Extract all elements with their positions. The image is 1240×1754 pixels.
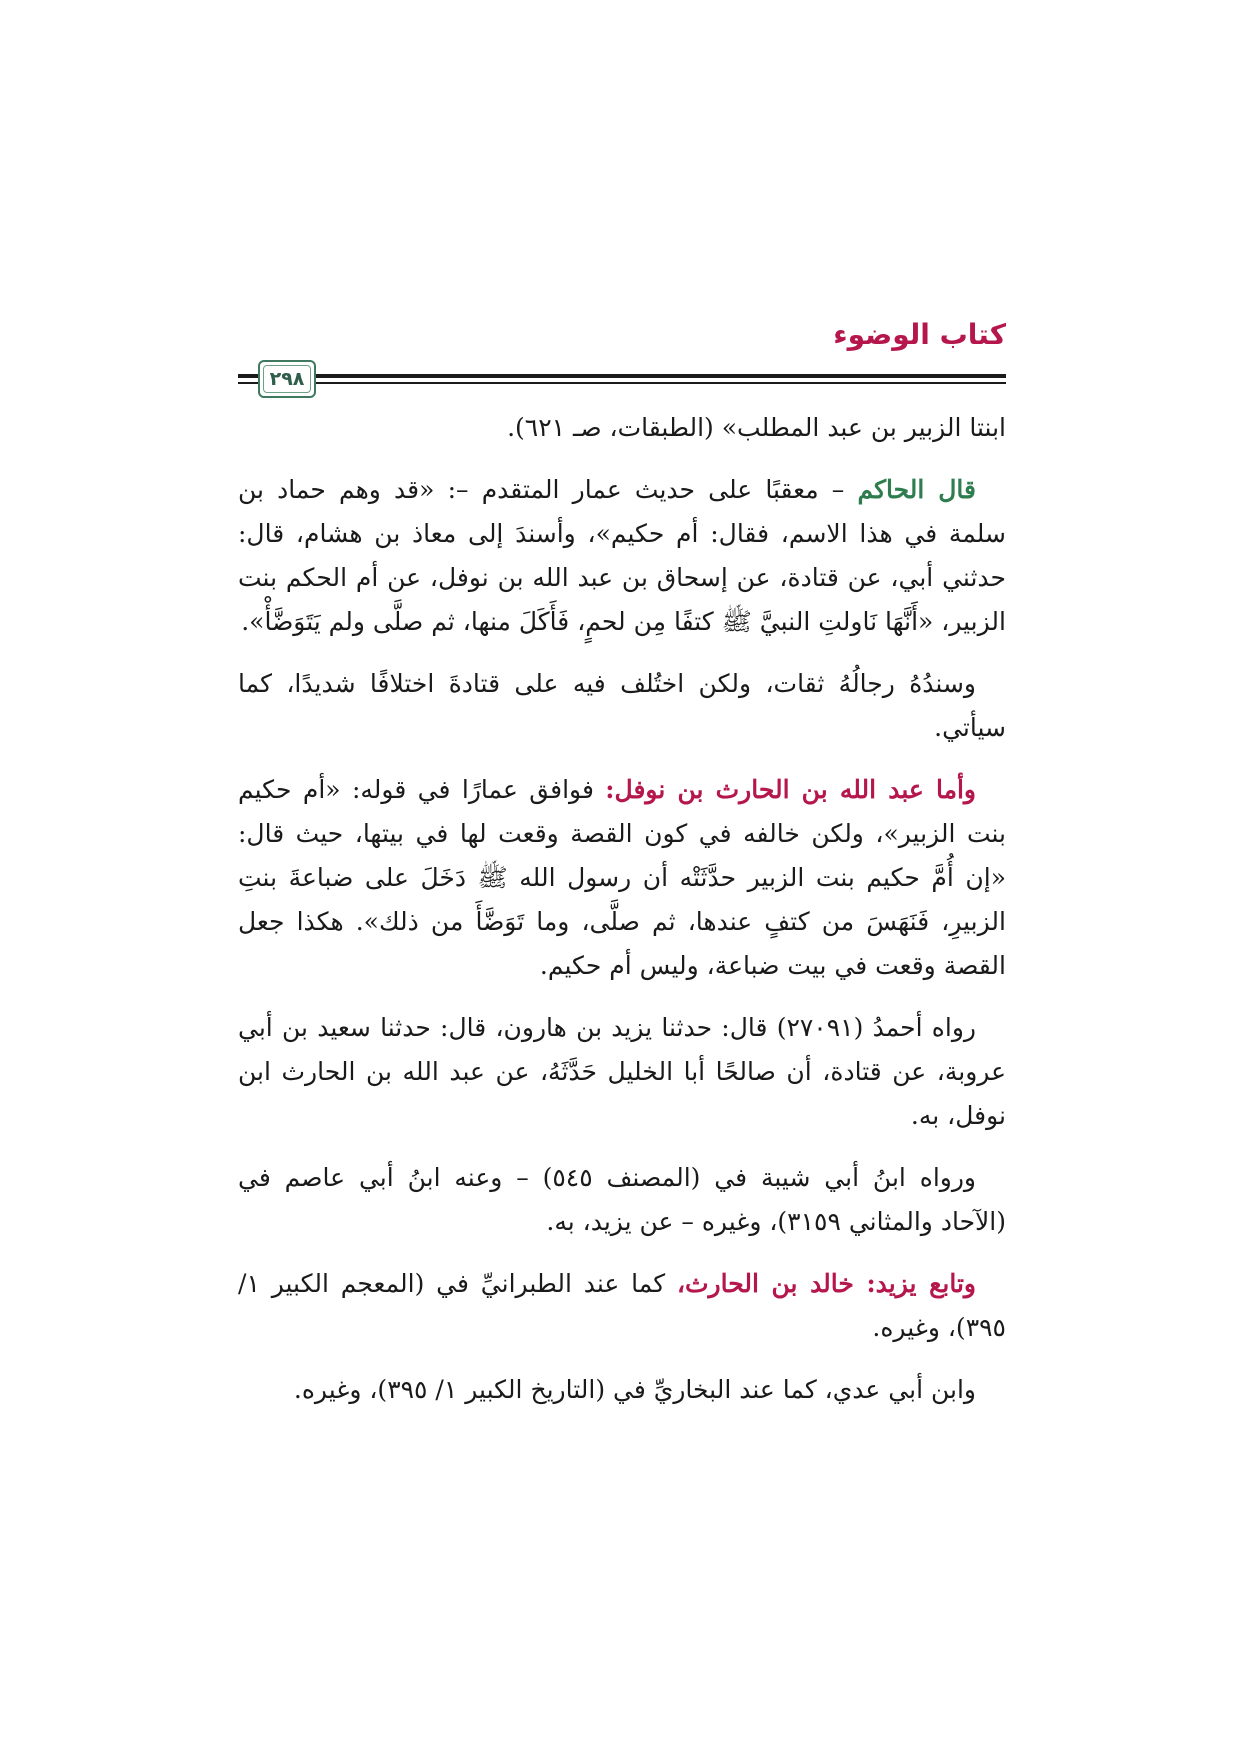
paragraph-text: ورواه ابنُ أبي شيبة في (المصنف ٥٤٥) – وعنه ابنُ أبي عاصم في (الآحاد والمثاني ٣١٥٩)، وغيره – عن يزيد، به. (238, 1163, 1006, 1236)
paragraph-text: – معقبًا على حديث عمار المتقدم –: «قد وهم حماد بن سلمة في هذا الاسم، فقال: أم حكيم»، وأسندَ إلى معاذ بن هشام، قال: حدثني أبي، عن قتادة، عن إسحاق بن عبد الله بن نوفل، عن أم الحكم بنت الزبير، «أَنَّهَا نَاولتِ النبيَّ ﷺ كتفًا مِن لحمٍ، فَأَكَلَ منها، ثم صلَّى ولم يَتَوَضَّأْ». (238, 475, 1006, 636)
page-number-badge (258, 360, 316, 398)
paragraph-highlight: قال الحاكم (857, 475, 976, 504)
paragraph-4 (238, 768, 1006, 988)
paragraph-highlight: وتابع يزيد: خالد بن الحارث، (676, 1269, 976, 1298)
paragraph-text: وسندُهُ رجالُهُ ثقات، ولكن اختُلف فيه على قتادةَ اختلافًا شديدًا، كما سيأتي. (238, 669, 1006, 742)
paragraph-text: ابنتا الزبير بن عبد المطلب» (الطبقات، صـ ٦٢١). (507, 413, 1006, 442)
book-title: كتاب الوضوء (833, 318, 1006, 351)
header-rule-left (238, 374, 258, 378)
paragraph-3 (238, 662, 1006, 750)
paragraph-text: فوافق عمارًا في قوله: «أم حكيم بنت الزبير»، ولكن خالفه في كون القصة وقعت لها في بيتها، حيث قال: «إن أُمَّ حكيم بنت الزبير حدَّثَتْه أن رسول الله ﷺ دَخَلَ على ضباعةَ بنتِ الزبيرِ، فَنَهَسَ من كتفٍ عندها، ثم صلَّى، وما تَوَضَّأَ من ذلك». هكذا جعل القصة وقعت في بيت ضباعة، وليس أم حكيم. (238, 775, 1006, 980)
paragraph-6 (238, 1156, 1006, 1244)
page-number: ٢٩٨ (269, 368, 305, 390)
page-body (238, 406, 1006, 1430)
paragraph-5 (238, 1006, 1006, 1138)
paragraph-2 (238, 468, 1006, 644)
header-rule-left-thin (238, 382, 258, 384)
header-rule-thin (298, 382, 1006, 384)
paragraph-text: رواه أحمدُ (٢٧٠٩١) قال: حدثنا يزيد بن هارون، قال: حدثنا سعيد بن أبي عروبة، عن قتادة، أن صالحًا أبا الخليل حَدَّثَهُ، عن عبد الله بن الحارث ابن نوفل، به. (238, 1013, 1006, 1130)
paragraph-text: كما عند الطبرانيِّ في (المعجم الكبير ١/ ٣٩٥)، وغيره. (238, 1269, 1006, 1342)
paragraph-7 (238, 1262, 1006, 1350)
paragraph-1 (238, 406, 1006, 450)
header-rule-thick (298, 374, 1006, 378)
paragraph-8 (238, 1368, 1006, 1412)
paragraph-text: وابن أبي عدي، كما عند البخاريِّ في (التاريخ الكبير ١/ ٣٩٥)، وغيره. (293, 1375, 976, 1404)
page-header (238, 318, 1006, 390)
paragraph-highlight: وأما عبد الله بن الحارث بن نوفل: (605, 775, 976, 804)
